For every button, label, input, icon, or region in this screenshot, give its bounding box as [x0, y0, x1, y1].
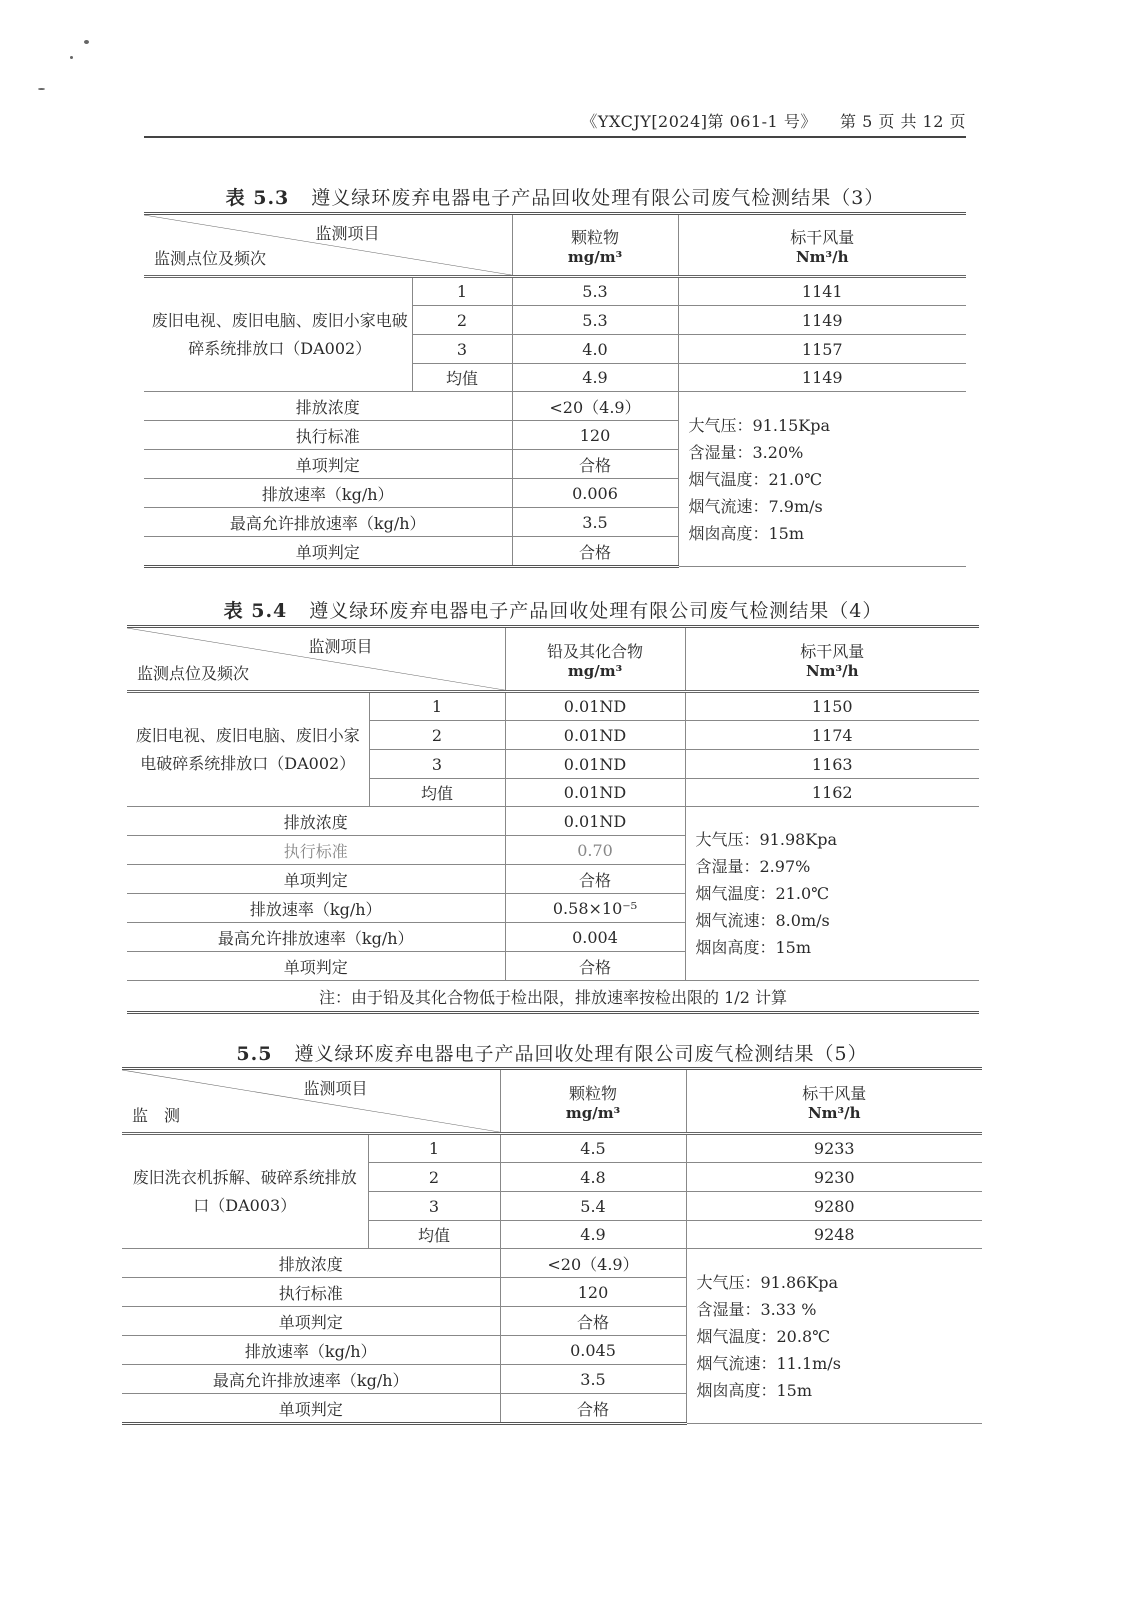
summary-label: 排放速率（kg/h） [122, 1336, 500, 1365]
table-header-row [127, 627, 979, 692]
diagonal-header-cell [122, 1069, 500, 1134]
value-cell: 1141 [678, 277, 966, 306]
summary-label: 排放浓度 [144, 392, 512, 421]
col-name: 标干风量 [802, 1083, 867, 1103]
summary-label: 排放速率（kg/h） [127, 894, 505, 923]
param-humidity: 含湿量：2.97% [695, 857, 811, 876]
summary-value: <20（4.9） [512, 392, 678, 421]
summary-label: 执行标准 [144, 421, 512, 450]
diagonal-header-cell [144, 214, 512, 277]
table-number: 表 5.4 [223, 600, 288, 622]
freq-cell: 1 [369, 692, 505, 721]
value-cell: 9233 [686, 1134, 982, 1163]
summary-label: 单项判定 [127, 952, 505, 981]
summary-value: 0.045 [500, 1336, 686, 1365]
table-title: 遵义绿环废弃电器电子产品回收处理有限公司废气检测结果（3） [311, 187, 885, 209]
col-unit: mg/m³ [567, 247, 623, 266]
value-cell: 9230 [686, 1163, 982, 1192]
exhaust-table-5-4 [127, 625, 979, 1014]
col-airflow-header [678, 214, 966, 277]
summary-value: 合格 [500, 1307, 686, 1336]
scan-speck [38, 88, 45, 90]
param-temperature: 烟气温度：21.0℃ [695, 884, 830, 903]
scan-speck [70, 56, 73, 59]
param-stack-height: 烟囱高度：15m [695, 938, 812, 957]
value-cell: 0.01ND [505, 692, 685, 721]
summary-value: 120 [500, 1278, 686, 1307]
table-title: 遵义绿环废弃电器电子产品回收处理有限公司废气检测结果（4） [309, 600, 883, 622]
summary-value: 3.5 [500, 1365, 686, 1394]
summary-value: 0.70 [505, 836, 685, 865]
value-cell: 1163 [685, 750, 979, 779]
summary-label: 排放速率（kg/h） [144, 479, 512, 508]
value-cell: 9280 [686, 1192, 982, 1221]
page-info: 第 5 页 共 12 页 [840, 112, 966, 131]
value-cell: 5.3 [512, 277, 678, 306]
summary-label: 单项判定 [122, 1394, 500, 1424]
summary-value: 120 [512, 421, 678, 450]
table-row [144, 277, 966, 306]
value-cell: 4.0 [512, 335, 678, 364]
summary-label: 单项判定 [144, 450, 512, 479]
col-particulate-header [512, 214, 678, 277]
col-name: 颗粒物 [570, 227, 619, 247]
col-unit: Nm³/h [807, 1103, 861, 1122]
header-site: 监测点位及频次 [137, 664, 250, 683]
param-temperature: 烟气温度：21.0℃ [688, 469, 823, 489]
param-stack-height: 烟囱高度：15m [688, 523, 805, 543]
freq-cell: 1 [412, 277, 512, 306]
col-unit: Nm³/h [805, 661, 859, 680]
page-header [144, 110, 966, 138]
scan-speck [84, 40, 89, 44]
value-cell: 9248 [686, 1221, 982, 1249]
col-unit: mg/m³ [565, 1103, 621, 1122]
flue-params-cell [678, 392, 966, 567]
exhaust-table-5-3 [144, 212, 966, 568]
site-cell: 废旧电视、废旧电脑、废旧小家电破碎系统排放口（DA002） [127, 692, 369, 807]
param-velocity: 烟气流速：7.9m/s [688, 496, 823, 516]
summary-value: 合格 [505, 952, 685, 981]
value-cell: 0.01ND [505, 721, 685, 750]
summary-label: 最高允许排放速率（kg/h） [122, 1365, 500, 1394]
freq-cell: 2 [368, 1163, 500, 1192]
freq-cell: 均值 [412, 364, 512, 392]
table-header-row [122, 1069, 982, 1134]
value-cell: 4.5 [500, 1134, 686, 1163]
table-row [122, 1134, 982, 1163]
summary-value: 0.01ND [505, 807, 685, 836]
table-title: 遵义绿环废弃电器电子产品回收处理有限公司废气检测结果（5） [294, 1043, 868, 1065]
value-cell: 1162 [685, 779, 979, 807]
site-cell: 废旧洗衣机拆解、破碎系统排放口（DA003） [122, 1134, 368, 1249]
exhaust-table-5-5 [122, 1067, 982, 1425]
summary-value: 合格 [505, 865, 685, 894]
header-item: 监测项目 [315, 224, 380, 243]
summary-label: 排放浓度 [127, 807, 505, 836]
col-unit: Nm³/h [795, 247, 849, 266]
param-humidity: 含湿量：3.33 % [696, 1299, 817, 1319]
value-cell: 0.01ND [505, 779, 685, 807]
value-cell: 5.4 [500, 1192, 686, 1221]
col-name: 铅及其化合物 [546, 641, 643, 661]
value-cell: 0.01ND [505, 750, 685, 779]
param-temperature: 烟气温度：20.8℃ [696, 1326, 831, 1346]
table-note: 注：由于铅及其化合物低于检出限，排放速率按检出限的 1/2 计算 [127, 981, 979, 1013]
summary-label: 执行标准 [122, 1278, 500, 1307]
param-velocity: 烟气流速：8.0m/s [695, 911, 830, 930]
summary-row [144, 392, 966, 421]
summary-label: 单项判定 [144, 537, 512, 567]
value-cell: 1149 [678, 306, 966, 335]
summary-value: 0.58×10⁻⁵ [505, 894, 685, 923]
summary-value: 0.006 [512, 479, 678, 508]
value-cell: 4.8 [500, 1163, 686, 1192]
summary-value: 合格 [500, 1394, 686, 1424]
freq-cell: 3 [369, 750, 505, 779]
table-caption [122, 1039, 982, 1066]
value-cell: 1174 [685, 721, 979, 750]
site-cell: 废旧电视、废旧电脑、废旧小家电破碎系统排放口（DA002） [144, 277, 412, 392]
value-cell: 1149 [678, 364, 966, 392]
param-stack-height: 烟囱高度：15m [696, 1380, 813, 1400]
col-lead-header [505, 627, 685, 692]
flue-params-cell [686, 1249, 982, 1424]
value-cell: 5.3 [512, 306, 678, 335]
col-name: 标干风量 [800, 641, 865, 661]
summary-value: 3.5 [512, 508, 678, 537]
summary-label: 最高允许排放速率（kg/h） [127, 923, 505, 952]
col-unit: mg/m³ [567, 661, 623, 680]
table-caption [127, 596, 979, 623]
summary-value: 合格 [512, 537, 678, 567]
summary-label: 单项判定 [127, 865, 505, 894]
freq-cell: 均值 [369, 779, 505, 807]
header-site: 监测点位及频次 [154, 249, 267, 268]
summary-label: 最高允许排放速率（kg/h） [144, 508, 512, 537]
col-particulate-header [500, 1069, 686, 1134]
col-airflow-header [686, 1069, 982, 1134]
table-caption [144, 183, 966, 210]
param-humidity: 含湿量：3.20% [688, 442, 804, 462]
freq-cell: 2 [412, 306, 512, 335]
table-header-row [144, 214, 966, 277]
report-number: 《YXCJY[2024]第 061-1 号》 [581, 112, 817, 131]
table-row [127, 692, 979, 721]
summary-row [122, 1249, 982, 1278]
value-cell: 1157 [678, 335, 966, 364]
col-name: 标干风量 [790, 227, 855, 247]
summary-value: <20（4.9） [500, 1249, 686, 1278]
header-item: 监测项目 [303, 1079, 368, 1098]
value-cell: 4.9 [512, 364, 678, 392]
flue-params-cell [685, 807, 979, 981]
diagonal-header-cell [127, 627, 505, 692]
summary-row [127, 807, 979, 836]
freq-cell: 3 [368, 1192, 500, 1221]
table-number: 5.5 [236, 1043, 273, 1065]
header-item: 监测项目 [308, 637, 373, 656]
freq-cell: 2 [369, 721, 505, 750]
note-row [127, 981, 979, 1013]
param-pressure: 大气压：91.98Kpa [695, 830, 838, 849]
col-airflow-header [685, 627, 979, 692]
param-velocity: 烟气流速：11.1m/s [696, 1353, 841, 1373]
summary-label: 执行标准 [127, 836, 505, 865]
header-site: 监 测 [132, 1106, 181, 1125]
freq-cell: 3 [412, 335, 512, 364]
col-name: 颗粒物 [568, 1083, 617, 1103]
param-pressure: 大气压：91.15Kpa [688, 415, 831, 435]
value-cell: 4.9 [500, 1221, 686, 1249]
param-pressure: 大气压：91.86Kpa [696, 1272, 839, 1292]
summary-label: 排放浓度 [122, 1249, 500, 1278]
summary-value: 合格 [512, 450, 678, 479]
freq-cell: 均值 [368, 1221, 500, 1249]
value-cell: 1150 [685, 692, 979, 721]
freq-cell: 1 [368, 1134, 500, 1163]
table-number: 表 5.3 [225, 187, 290, 209]
summary-value: 0.004 [505, 923, 685, 952]
summary-label: 单项判定 [122, 1307, 500, 1336]
